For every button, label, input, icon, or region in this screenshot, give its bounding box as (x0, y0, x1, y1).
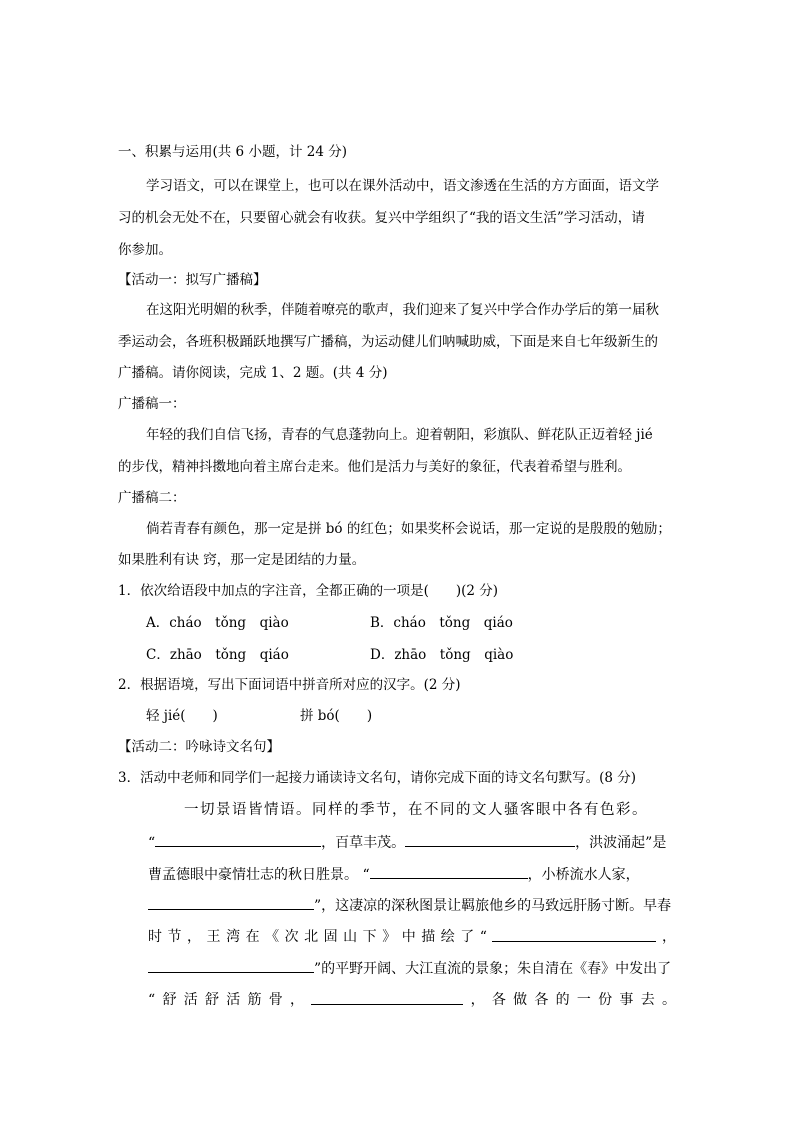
q3-line-7-c4: 活 (226, 992, 241, 1008)
broadcast1-title: 广播稿一： (118, 396, 186, 412)
q3-line-7-e5: 一 (576, 992, 591, 1008)
q2-stem: 2．根据语境，写出下面词语中拼音所对应的汉字。(2 分) (118, 677, 461, 693)
intro-line-3: 你参加。 (118, 242, 172, 258)
q2-item-jie: 轻 jié( ) (146, 708, 218, 724)
q3-line-5 (148, 927, 676, 947)
q3-line-7-e7: 事 (619, 992, 634, 1008)
q3-line-5-c2: ， (187, 929, 202, 945)
activity1-intro-3: 广播稿。请你阅读，完成 1、2 题。(共 4 分) (118, 365, 388, 381)
q3-line-7-e4: 的 (555, 992, 570, 1008)
q3-line-7-e9: 。 (661, 992, 676, 1008)
q3-line-7-c5: 筋 (247, 992, 262, 1008)
answer-blank-3[interactable] (370, 864, 528, 879)
q3-line-5-c4: 湾 (226, 929, 241, 945)
q3-line-3 (148, 864, 640, 885)
intro-line-2: 习的机会无处不在，只要留心就会有收获。复兴中学组织了“我的语文生活”学习活动，请 (118, 210, 645, 226)
q3-line-1: 一切景语皆情语。同样的季节，在不同的文人骚客眼中各有色彩。 (184, 802, 648, 818)
q3-line-5-c10: 山 (343, 929, 358, 945)
activity2-title: 【活动二：吟咏诗文名句】 (118, 739, 280, 755)
q3-line-7-c2: 活 (183, 992, 198, 1008)
answer-blank-1[interactable] (155, 832, 321, 847)
q3-line-7-e1: 各 (491, 992, 506, 1008)
q3-line-5-c8: 北 (304, 929, 319, 945)
q3-line-6-text: ”的平野开阔、大江直流的景象；朱自清在《春》中发出了 (314, 961, 672, 977)
q3-line-5-c5: 在 (245, 929, 260, 945)
answer-blank-4[interactable] (148, 895, 314, 910)
broadcast1-line-2: 的步伐，精神抖擞地向着主席台走来。他们是活力与美好的象征，代表着希望与胜利。 (118, 459, 631, 475)
open-quote: “ (148, 835, 156, 851)
q3-line-7-c6: 骨 (268, 992, 283, 1008)
q3-text-a: ，百草丰茂。 (321, 835, 406, 851)
q3-line-7 (148, 990, 676, 1010)
q2-item-bo: 拼 bó( ) (300, 708, 373, 724)
activity1-title: 【活动一：拟写广播稿】 (118, 272, 267, 288)
broadcast2-title: 广播稿二： (118, 490, 186, 506)
intro-line-1: 学习语文，可以在课堂上，也可以在课外活动中，语文渗透在生活的方方面面，语文学 (146, 178, 659, 194)
q3-line-5-end: ， (661, 929, 676, 945)
answer-blank-5[interactable] (492, 927, 656, 942)
q3-line-5-c13: 中 (401, 929, 416, 945)
q1-option-c: C．zhāo tǒng qiáo (146, 647, 289, 663)
q3-line-7-e6: 份 (598, 992, 613, 1008)
q1-option-b: B．cháo tǒng qiáo (370, 615, 513, 631)
q1-option-d: D．zhāo tǒng qiào (370, 647, 514, 663)
q3-line-5-c11: 下 (362, 929, 377, 945)
broadcast2-line-1: 倘若青春有颜色，那一定是拼 bó 的红色；如果奖杯会说话，那一定说的是殷殷的勉励； (146, 521, 671, 537)
q3-line-5-c1: 节 (167, 929, 182, 945)
q3-line-5-c7: 次 (284, 929, 299, 945)
broadcast2-line-2: 如果胜利有诀 窍，那一定是团结的力量。 (118, 552, 366, 568)
q3-line-7-c7: ， (290, 992, 305, 1008)
q3-line-5-c0: 时 (148, 929, 162, 945)
q3-line-5-c12: 》 (382, 929, 397, 945)
broadcast1-line-1: 年轻的我们自信飞扬，青春的气息蓬勃向上。迎着朝阳，彩旗队、鲜花队正迈着轻 jié (146, 427, 653, 443)
q1-option-a: A．cháo tǒng qiào (146, 615, 289, 631)
answer-blank-7[interactable] (311, 990, 463, 1005)
answer-blank-6[interactable] (148, 958, 314, 973)
q3-line-5-c16: 了 (460, 929, 475, 945)
q3-line-7-e8: 去 (640, 992, 655, 1008)
q3-line-5-c3: 王 (206, 929, 221, 945)
activity1-intro-2: 季运动会，各班积极踊跃地撰写广播稿，为运动健儿们呐喊助威，下面是来自七年级新生的 (118, 334, 658, 350)
q3-line-3-b: ，小桥流水人家， (527, 867, 640, 883)
q3-text-b: ，洪波涌起”是 (575, 835, 667, 851)
q3-line-6 (148, 958, 671, 979)
section-title: 一、积累与运用(共 6 小题，计 24 分) (118, 144, 347, 160)
q3-line-5-c14: 描 (421, 929, 436, 945)
q3-line-7-e0: ， (470, 992, 485, 1008)
q3-line-7-e2: 做 (513, 992, 528, 1008)
q3-line-7-c1: 舒 (162, 992, 177, 1008)
q3-line-3-a: 曹孟德眼中豪情壮志的秋日胜景。 “ (148, 867, 370, 883)
activity1-intro-1: 在这阳光明媚的秋季，伴随着嘹亮的歌声，我们迎来了复兴中学合作办学后的第一届秋 (146, 302, 659, 318)
q3-line-2 (148, 832, 666, 853)
q3-line-5-c15: 绘 (440, 929, 455, 945)
q3-line-4 (148, 895, 671, 916)
q3-line-5-c6: 《 (265, 929, 280, 945)
q3-line-7-c3: 舒 (204, 992, 219, 1008)
q3-line-4-text: ”，这凄凉的深秋图景让羁旅他乡的马致远肝肠寸断。早春 (314, 898, 672, 914)
q3-line-5-c9: 固 (323, 929, 338, 945)
q3-line-7-c0: “ (148, 992, 156, 1008)
q3-stem: 3．活动中老师和同学们一起接力诵读诗文名句，请你完成下面的诗文名句默写。(8 分) (118, 770, 637, 786)
q3-line-5-c17: “ (479, 929, 487, 945)
q3-line-7-e3: 各 (534, 992, 549, 1008)
q1-stem: 1．依次给语段中加点的字注音，全都正确的一项是( )(2 分) (118, 583, 499, 599)
answer-blank-2[interactable] (405, 832, 575, 847)
